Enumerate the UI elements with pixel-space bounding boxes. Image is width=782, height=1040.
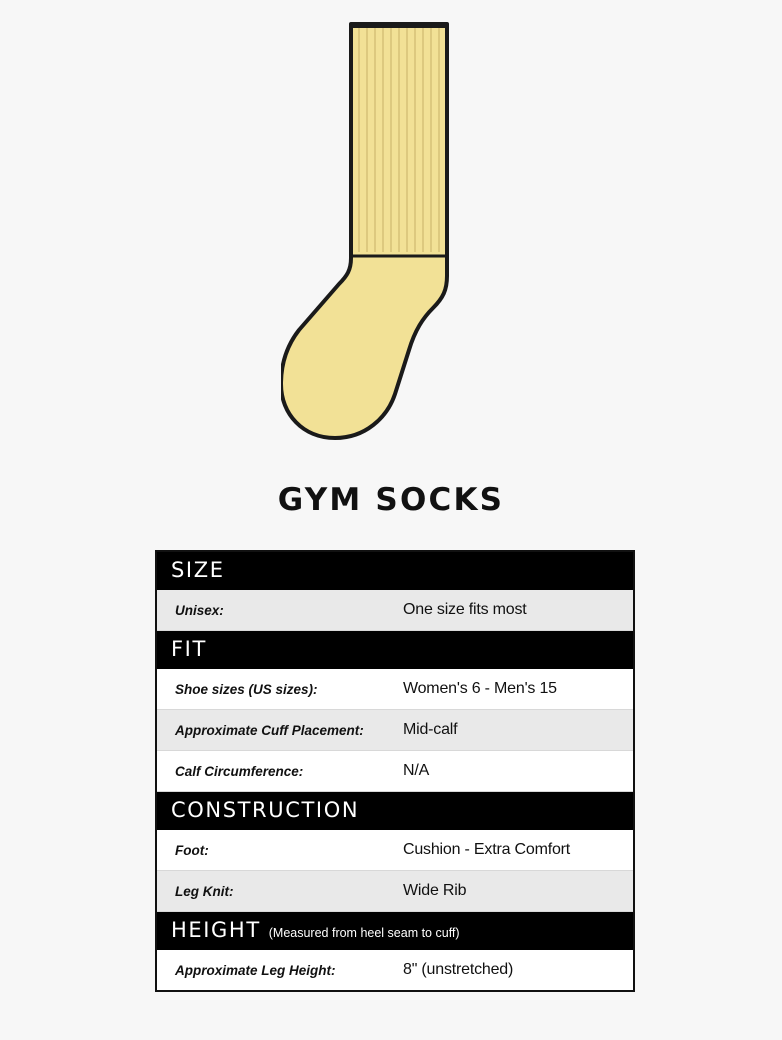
table-row bbox=[157, 871, 633, 912]
row-label: Shoe sizes (US sizes): bbox=[175, 681, 318, 697]
row-label: Approximate Cuff Placement: bbox=[175, 722, 364, 738]
section-title: FIT bbox=[171, 637, 207, 662]
table-row bbox=[157, 710, 633, 751]
row-label: Leg Knit: bbox=[175, 883, 234, 899]
row-value: N/A bbox=[403, 762, 430, 780]
row-value: Mid-calf bbox=[403, 721, 458, 739]
size-chart-table bbox=[155, 550, 635, 992]
table-row bbox=[157, 950, 633, 990]
table-row bbox=[157, 830, 633, 871]
row-value: Cushion - Extra Comfort bbox=[403, 841, 571, 859]
section-title: CONSTRUCTION bbox=[171, 798, 360, 823]
section-title: SIZE bbox=[171, 558, 225, 582]
row-label: Approximate Leg Height: bbox=[175, 962, 336, 978]
section-header-construction bbox=[157, 792, 633, 830]
section-header-size bbox=[157, 552, 633, 590]
row-value: Wide Rib bbox=[403, 882, 467, 900]
row-value: Women's 6 - Men's 15 bbox=[403, 680, 557, 698]
page-title: GYM SOCKS bbox=[277, 482, 505, 518]
row-value: One size fits most bbox=[403, 601, 527, 619]
row-label: Unisex: bbox=[175, 602, 224, 618]
table-row bbox=[157, 751, 633, 792]
section-header-fit bbox=[157, 631, 633, 669]
section-title: HEIGHT bbox=[171, 918, 261, 943]
table-row bbox=[157, 669, 633, 710]
section-header-height bbox=[157, 912, 633, 950]
section-note: (Measured from heel seam to cuff) bbox=[268, 926, 460, 941]
row-label: Calf Circumference: bbox=[175, 763, 304, 779]
row-value: 8" (unstretched) bbox=[403, 961, 514, 979]
table-row bbox=[157, 590, 633, 631]
sock-illustration bbox=[0, 18, 782, 468]
row-label: Foot: bbox=[175, 842, 209, 858]
